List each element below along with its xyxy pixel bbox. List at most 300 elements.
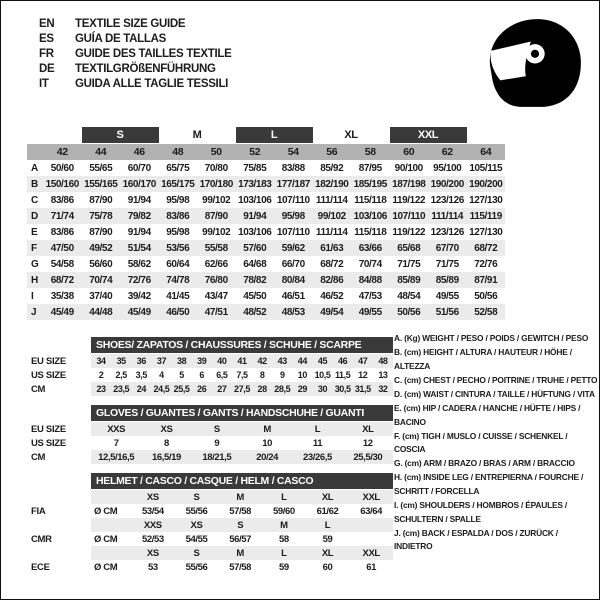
value-cell: 39 — [197, 356, 207, 366]
size-group-S: S — [82, 127, 159, 143]
measure-cell: 115/118 — [354, 194, 387, 206]
measure-cell: 53/56 — [166, 242, 190, 254]
helmet-sizes-row-fia — [29, 490, 393, 504]
value-cell: 52/53 — [141, 533, 164, 545]
value-cell: 13 — [378, 370, 388, 380]
value-cell: 31,5 — [354, 384, 371, 394]
measure-cell: 111/114 — [315, 226, 348, 238]
measure-cell: 47/53 — [358, 290, 382, 302]
size-cells — [91, 490, 393, 504]
measure-cell: 59/62 — [281, 242, 305, 254]
size-col-64: 64 — [480, 146, 492, 158]
value-cell: 59 — [322, 533, 333, 545]
value-cell: 61 — [366, 561, 377, 573]
value-cell: 12 — [358, 370, 368, 380]
measure-row-i — [27, 288, 505, 304]
measure-cell: 173/183 — [238, 178, 272, 190]
shoes-size-table — [29, 337, 393, 396]
value-cell: 61/62 — [316, 505, 339, 517]
row-letter: C — [31, 194, 38, 206]
row-letter: D — [31, 210, 38, 222]
value-cell: 23,5 — [113, 384, 130, 394]
helmet-size-table — [29, 473, 393, 574]
measure-cell: 49/55 — [358, 306, 382, 318]
measure-cell: 190/200 — [469, 178, 503, 190]
measure-cell: 150/160 — [45, 178, 79, 190]
gloves-size-table — [29, 405, 393, 464]
measure-cell: 49/55 — [435, 290, 459, 302]
size-cell: XXS — [143, 519, 162, 531]
measure-cell: 71/75 — [397, 258, 421, 270]
measure-cell: 55/65 — [89, 162, 113, 174]
measure-cell: 60/64 — [166, 258, 190, 270]
row-label: US SIZE — [31, 369, 66, 381]
size-cell: XS — [146, 491, 159, 503]
measure-cell: 182/190 — [315, 178, 349, 190]
helmet-sizes-row-cmr — [29, 518, 393, 532]
value-cell: 32 — [378, 384, 388, 394]
size-cell: XL — [321, 491, 334, 503]
measure-cell: 87/91 — [474, 274, 498, 286]
measure-cell: 107/110 — [392, 210, 426, 222]
value-cells — [91, 436, 393, 450]
measure-cell: 91/94 — [243, 210, 267, 222]
language-title: GUÍA DE TALLAS — [75, 33, 166, 45]
measure-cell: 155/165 — [84, 178, 118, 190]
size-group-M: M — [192, 128, 202, 141]
value-cell: M — [263, 423, 271, 435]
value-cell: 46 — [338, 356, 348, 366]
measure-cell: 46/50 — [166, 306, 190, 318]
row-letter: G — [31, 258, 39, 270]
measure-row-h — [27, 272, 505, 288]
language-line-en — [39, 17, 232, 32]
measure-cell: 95/98 — [281, 210, 305, 222]
measure-cell: 67/70 — [435, 242, 459, 254]
measure-cell: 74/78 — [166, 274, 190, 286]
diameter-unit-label: Ø CM — [94, 533, 118, 545]
legend-item-j: J. (cm) BACK / ESPALDA / DOS / ZURÜCK / INDIETRO — [394, 527, 558, 552]
measure-cell: 45/49 — [50, 306, 74, 318]
value-cell: 6 — [199, 370, 205, 380]
measure-row-f — [27, 240, 505, 256]
size-col-54: 54 — [287, 146, 299, 158]
value-cell: XXS — [107, 423, 126, 435]
value-cell: 53 — [147, 561, 158, 573]
measure-cell: 75/85 — [243, 162, 267, 174]
measure-cell: 68/72 — [474, 242, 498, 254]
legend-item-h: H. (cm) INSIDE LEG / ENTREPIERNA / FOURCHE / SCHRITT / FORCELLA — [394, 472, 584, 497]
value-cell: 53/54 — [141, 505, 164, 517]
value-cells — [91, 422, 393, 436]
measure-cell: 111/114 — [315, 194, 348, 206]
language-header — [39, 17, 232, 92]
measure-cell: 127/130 — [469, 194, 503, 206]
value-cell: 59/60 — [272, 505, 295, 517]
measure-cell: 90/100 — [394, 162, 423, 174]
measure-cell: 72/76 — [127, 274, 151, 286]
size-col-42: 42 — [56, 146, 68, 158]
measure-cell: 119/122 — [392, 194, 426, 206]
measure-cell: 85/92 — [320, 162, 344, 174]
size-col-62: 62 — [441, 146, 453, 158]
value-cell: 25,5 — [173, 384, 190, 394]
measure-cell: 50/56 — [474, 290, 498, 302]
measure-cell: 83/86 — [166, 210, 190, 222]
size-cell: S — [193, 491, 200, 503]
language-line-fr — [39, 47, 232, 62]
row-letter: A — [31, 162, 38, 174]
size-cell: L — [281, 491, 287, 503]
value-cell: 7,5 — [236, 370, 248, 380]
measure-cell: 70/74 — [358, 258, 382, 270]
value-cell: 36 — [136, 356, 146, 366]
value-cell: 2,5 — [115, 370, 127, 380]
value-cell: 12 — [362, 437, 373, 449]
gloves-header-row — [29, 405, 393, 421]
value-cell: 5 — [179, 370, 184, 380]
value-cell: 4 — [159, 370, 164, 380]
size-col-50: 50 — [210, 146, 222, 158]
size-cell: XXL — [362, 491, 380, 503]
diameter-unit-label: Ø CM — [94, 505, 118, 517]
measure-cell: 48/52 — [243, 306, 267, 318]
language-title: GUIDE DES TAILLES TEXTILE — [75, 48, 232, 60]
size-col-46: 46 — [133, 146, 145, 158]
legend-item-d: D. (cm) WAIST / CINTURA / TAILLE / HÜFTUNG / VITA — [394, 388, 595, 399]
size-group-XXL: XXL — [390, 127, 467, 143]
measure-cell: 82/86 — [320, 274, 344, 286]
certification-label: FIA — [31, 505, 46, 517]
measurement-legend — [394, 332, 598, 555]
measure-cell: 52/58 — [474, 306, 498, 318]
value-cell: 59 — [278, 561, 289, 573]
value-cell: 57/58 — [229, 505, 252, 517]
measure-cell: 165/175 — [161, 178, 195, 190]
language-title: GUIDA ALLE TAGLIE TESSILI — [75, 78, 229, 90]
measure-cell: 95/98 — [166, 194, 190, 206]
measure-cell: 115/118 — [354, 226, 387, 238]
size-cell: XS — [190, 519, 203, 531]
helmet-title-bar: HELMET / CASCO / CASQUE / HELM / CASCO — [91, 473, 393, 489]
measure-cell: 75/78 — [89, 210, 113, 222]
value-cell: 55/56 — [185, 561, 208, 573]
measure-cell: 50/56 — [397, 306, 421, 318]
legend-item-e: E. (cm) HIP / CADERA / HANCHE / HÜFTE / HIPS / BACINO — [394, 402, 581, 427]
size-cells — [91, 546, 393, 560]
value-cell: 10,5 — [314, 370, 331, 380]
measure-cell: 170/180 — [199, 178, 233, 190]
shoes-title-bar: SHOES/ ZAPATOS / CHAUSSURES / SCHUHE / SCARPE — [91, 337, 393, 353]
row-letter: F — [31, 242, 37, 254]
measure-cell: 47/50 — [50, 242, 74, 254]
value-cell: 58 — [278, 533, 289, 545]
value-cell: 25,5/30 — [353, 451, 383, 463]
measure-cell: 84/88 — [358, 274, 382, 286]
value-cell: 38 — [176, 356, 187, 366]
value-cell: 37 — [156, 356, 167, 366]
measure-cell: 79/82 — [127, 210, 151, 222]
size-col-58: 58 — [364, 146, 376, 158]
measure-cell: 160/170 — [122, 178, 156, 190]
certification-label: ECE — [31, 561, 50, 573]
measure-cell: 45/50 — [243, 290, 267, 302]
value-cell: 44 — [297, 356, 307, 366]
size-cell: XXL — [362, 547, 380, 559]
value-cell: 8 — [164, 437, 169, 449]
value-cell: 27 — [217, 384, 227, 394]
value-cell: S — [213, 423, 220, 435]
size-group-L: L — [236, 127, 313, 143]
measure-cell: 123/126 — [430, 194, 464, 206]
value-cell: 10 — [297, 370, 307, 380]
value-cells — [91, 382, 393, 396]
row-letter: E — [31, 226, 38, 238]
size-cell: M — [236, 547, 244, 559]
value-cell: 23 — [96, 384, 106, 394]
measure-cell: 85/89 — [435, 274, 459, 286]
value-cell: 7 — [113, 437, 119, 449]
value-cell: L — [314, 423, 321, 435]
measure-cell: 87/90 — [204, 210, 228, 222]
measure-cell: 185/195 — [353, 178, 387, 190]
language-code: DE — [39, 63, 55, 75]
textile-size-table — [27, 125, 505, 320]
measure-row-b — [27, 176, 505, 192]
measure-cell: 51/54 — [127, 242, 151, 254]
measure-cell: 45/49 — [127, 306, 151, 318]
measure-cell: 46/51 — [281, 290, 305, 302]
value-cell: 30 — [317, 384, 328, 394]
value-cell: 42 — [257, 356, 267, 366]
row-letter: J — [31, 306, 37, 318]
helmet-sizes-row-ece — [29, 546, 393, 560]
language-code: EN — [39, 18, 55, 30]
racing-helmet-icon — [484, 17, 586, 111]
size-col-56: 56 — [326, 146, 338, 158]
row-letter: H — [31, 274, 38, 286]
row-label: CM — [31, 451, 46, 463]
measure-cell: 70/74 — [89, 274, 113, 286]
measure-cell: 99/102 — [202, 226, 231, 238]
value-cell: 56/57 — [229, 533, 252, 545]
size-group-blank — [467, 127, 506, 143]
measure-row-a — [27, 160, 505, 176]
value-cell: 24,5 — [153, 384, 170, 394]
size-col-48: 48 — [172, 146, 184, 158]
value-cell: 9 — [279, 370, 285, 380]
measure-cell: 190/200 — [430, 178, 464, 190]
measure-cell: 99/102 — [202, 194, 231, 206]
value-cell: 54/55 — [185, 533, 208, 545]
value-cell: 47 — [358, 356, 368, 366]
size-group-row — [27, 125, 505, 144]
measure-row-g — [27, 256, 505, 272]
value-cell: 11 — [312, 437, 323, 449]
measure-cell: 57/60 — [243, 242, 267, 254]
value-cell: 35 — [116, 356, 126, 366]
measure-cell: 115/119 — [469, 210, 502, 222]
measure-cell: 61/63 — [320, 242, 344, 254]
measure-cell: 71/74 — [50, 210, 74, 222]
measure-cell: 60/70 — [127, 162, 151, 174]
legend-item-c: C. (cm) CHEST / PECHO / POITRINE / TRUHE / PETTO — [394, 374, 598, 385]
value-cell: 18/21,5 — [202, 451, 232, 463]
measure-cell: 103/106 — [353, 210, 387, 222]
measure-cell: 47/51 — [204, 306, 228, 318]
measure-cell: 44/48 — [89, 306, 113, 318]
measure-cell: 103/106 — [238, 194, 272, 206]
size-cell: L — [281, 547, 287, 559]
measure-cell: 68/72 — [50, 274, 74, 286]
measure-cell: 63/66 — [358, 242, 382, 254]
legend-item-f: F. (cm) TIGH / MUSLO / CUISSE / SCHENKEL / COSCIA — [394, 430, 568, 455]
language-code: ES — [39, 33, 54, 45]
size-cell: XL — [321, 547, 334, 559]
value-cell: 55/56 — [185, 505, 208, 517]
value-cells — [91, 450, 393, 464]
gloves-row-us-size — [29, 436, 393, 450]
size-group-blank — [43, 127, 82, 143]
value-cell: 2 — [98, 370, 104, 380]
value-cell: 30,5 — [334, 384, 351, 394]
measure-cell: 49/52 — [89, 242, 113, 254]
measure-cell: 72/76 — [474, 258, 498, 270]
measure-row-d — [27, 208, 505, 224]
measure-cell: 187/198 — [392, 178, 426, 190]
measure-cell: 62/66 — [204, 258, 228, 270]
value-cell: 12,5/16,5 — [98, 451, 135, 463]
measure-cell: 49/54 — [320, 306, 344, 318]
measure-cell: 80/84 — [281, 274, 305, 286]
measure-cell: 123/126 — [430, 226, 464, 238]
measure-cell: 107/110 — [276, 194, 310, 206]
row-label: EU SIZE — [31, 355, 66, 367]
value-cell: 29 — [297, 384, 307, 394]
measure-cell: 91/94 — [127, 194, 151, 206]
measure-cell: 87/90 — [89, 226, 113, 238]
measure-cell: 105/115 — [469, 162, 503, 174]
measure-cell: 41/45 — [166, 290, 190, 302]
value-cell: 9 — [214, 437, 220, 449]
value-cells — [91, 560, 393, 574]
diameter-unit-label: Ø CM — [94, 561, 118, 573]
value-cell: 3,5 — [135, 370, 147, 380]
legend-item-b: B. (cm) HEIGHT / ALTURA / HAUTEUR / HÖHE / ALTEZZA — [394, 347, 572, 371]
measure-cell: 37/40 — [89, 290, 113, 302]
measure-cell: 65/68 — [397, 242, 421, 254]
size-cell: S — [237, 519, 244, 531]
value-cell: 40 — [217, 356, 227, 366]
measure-cell: 71/75 — [435, 258, 459, 270]
measure-cell: 43/47 — [204, 290, 228, 302]
language-title: TEXTILE SIZE GUIDE — [75, 18, 186, 30]
measure-cell: 65/75 — [166, 162, 190, 174]
value-cells — [91, 532, 393, 546]
row-letter: B — [31, 178, 38, 190]
measure-cell: 127/130 — [469, 226, 503, 238]
measure-row-j — [27, 304, 505, 320]
measure-cell: 95/98 — [166, 226, 190, 238]
measure-cell: 55/58 — [204, 242, 228, 254]
shoes-row-us-size — [29, 368, 393, 382]
size-cell: M — [280, 519, 288, 531]
language-line-de — [39, 62, 232, 77]
measure-cell: 83/86 — [50, 226, 74, 238]
value-cell: 28,5 — [274, 384, 291, 394]
legend-item-g: G. (cm) ARM / BRAZO / BRAS / ARM / BRACCIO — [394, 458, 575, 469]
language-line-it — [39, 77, 232, 92]
measure-cell: 83/86 — [50, 194, 74, 206]
measure-cell: 91/94 — [127, 226, 151, 238]
value-cell: 24 — [136, 384, 146, 394]
language-code: IT — [39, 78, 49, 90]
measure-cell: 107/110 — [276, 226, 310, 238]
measure-cell: 56/60 — [89, 258, 113, 270]
value-cell: 16,5/19 — [152, 451, 181, 463]
measure-cell: 66/70 — [281, 258, 305, 270]
value-cell: 43 — [277, 356, 287, 366]
measure-row-c — [27, 192, 505, 208]
value-cells — [91, 504, 393, 518]
measure-cell: 85/89 — [397, 274, 421, 286]
legend-item-a: A. (Kg) WEIGHT / PESO / POIDS / GEWITCH / PESO — [394, 333, 589, 343]
value-cell: 45 — [317, 356, 328, 366]
gloves-row-cm — [29, 450, 393, 464]
shoes-row-eu-size — [29, 354, 393, 368]
size-col-52: 52 — [249, 146, 261, 158]
size-col-44: 44 — [95, 146, 107, 158]
numeric-sizes-row — [27, 144, 505, 160]
size-cell: M — [236, 491, 244, 503]
value-cell: 20/24 — [256, 451, 279, 463]
helmet-values-row-ece — [29, 560, 393, 574]
value-cell: 26 — [197, 384, 207, 394]
measure-cell: 48/53 — [281, 306, 305, 318]
measure-cell: 39/42 — [127, 290, 151, 302]
size-cells — [91, 518, 393, 532]
measure-cell: 76/80 — [204, 274, 228, 286]
row-label: CM — [31, 383, 46, 395]
measure-cell: 46/52 — [320, 290, 344, 302]
language-title: TEXTILGRÖßENFÜHRUNG — [75, 63, 216, 75]
measure-cell: 87/95 — [358, 162, 382, 174]
measure-cell: 50/60 — [50, 162, 74, 174]
helmet-values-row-cmr — [29, 532, 393, 546]
measure-cell: 35/38 — [50, 290, 74, 302]
row-label: EU SIZE — [31, 423, 66, 435]
value-cell: 10 — [262, 437, 273, 449]
value-cells — [91, 354, 393, 368]
measure-cell: 103/106 — [238, 226, 272, 238]
value-cell: 11,5 — [334, 370, 351, 380]
gloves-row-eu-size — [29, 422, 393, 436]
legend-item-i: I. (cm) SHOULDERS / HOMBROS / ÉPAULES / SCHULTERN / SPALLE — [394, 500, 568, 524]
row-label: US SIZE — [31, 437, 66, 449]
certification-label: CMR — [31, 533, 52, 545]
accessory-size-tables — [29, 337, 393, 583]
measure-cell: 87/90 — [89, 194, 113, 206]
measure-cell: 83/88 — [281, 162, 305, 174]
value-cell: XS — [160, 423, 173, 435]
measure-cell: 177/187 — [276, 178, 310, 190]
measure-cell: 99/102 — [317, 210, 346, 222]
shoes-header-row — [29, 337, 393, 353]
measure-cell: 64/68 — [243, 258, 267, 270]
measure-cell: 70/80 — [204, 162, 228, 174]
measure-cell: 58/62 — [127, 258, 151, 270]
value-cell: 27,5 — [234, 384, 250, 394]
